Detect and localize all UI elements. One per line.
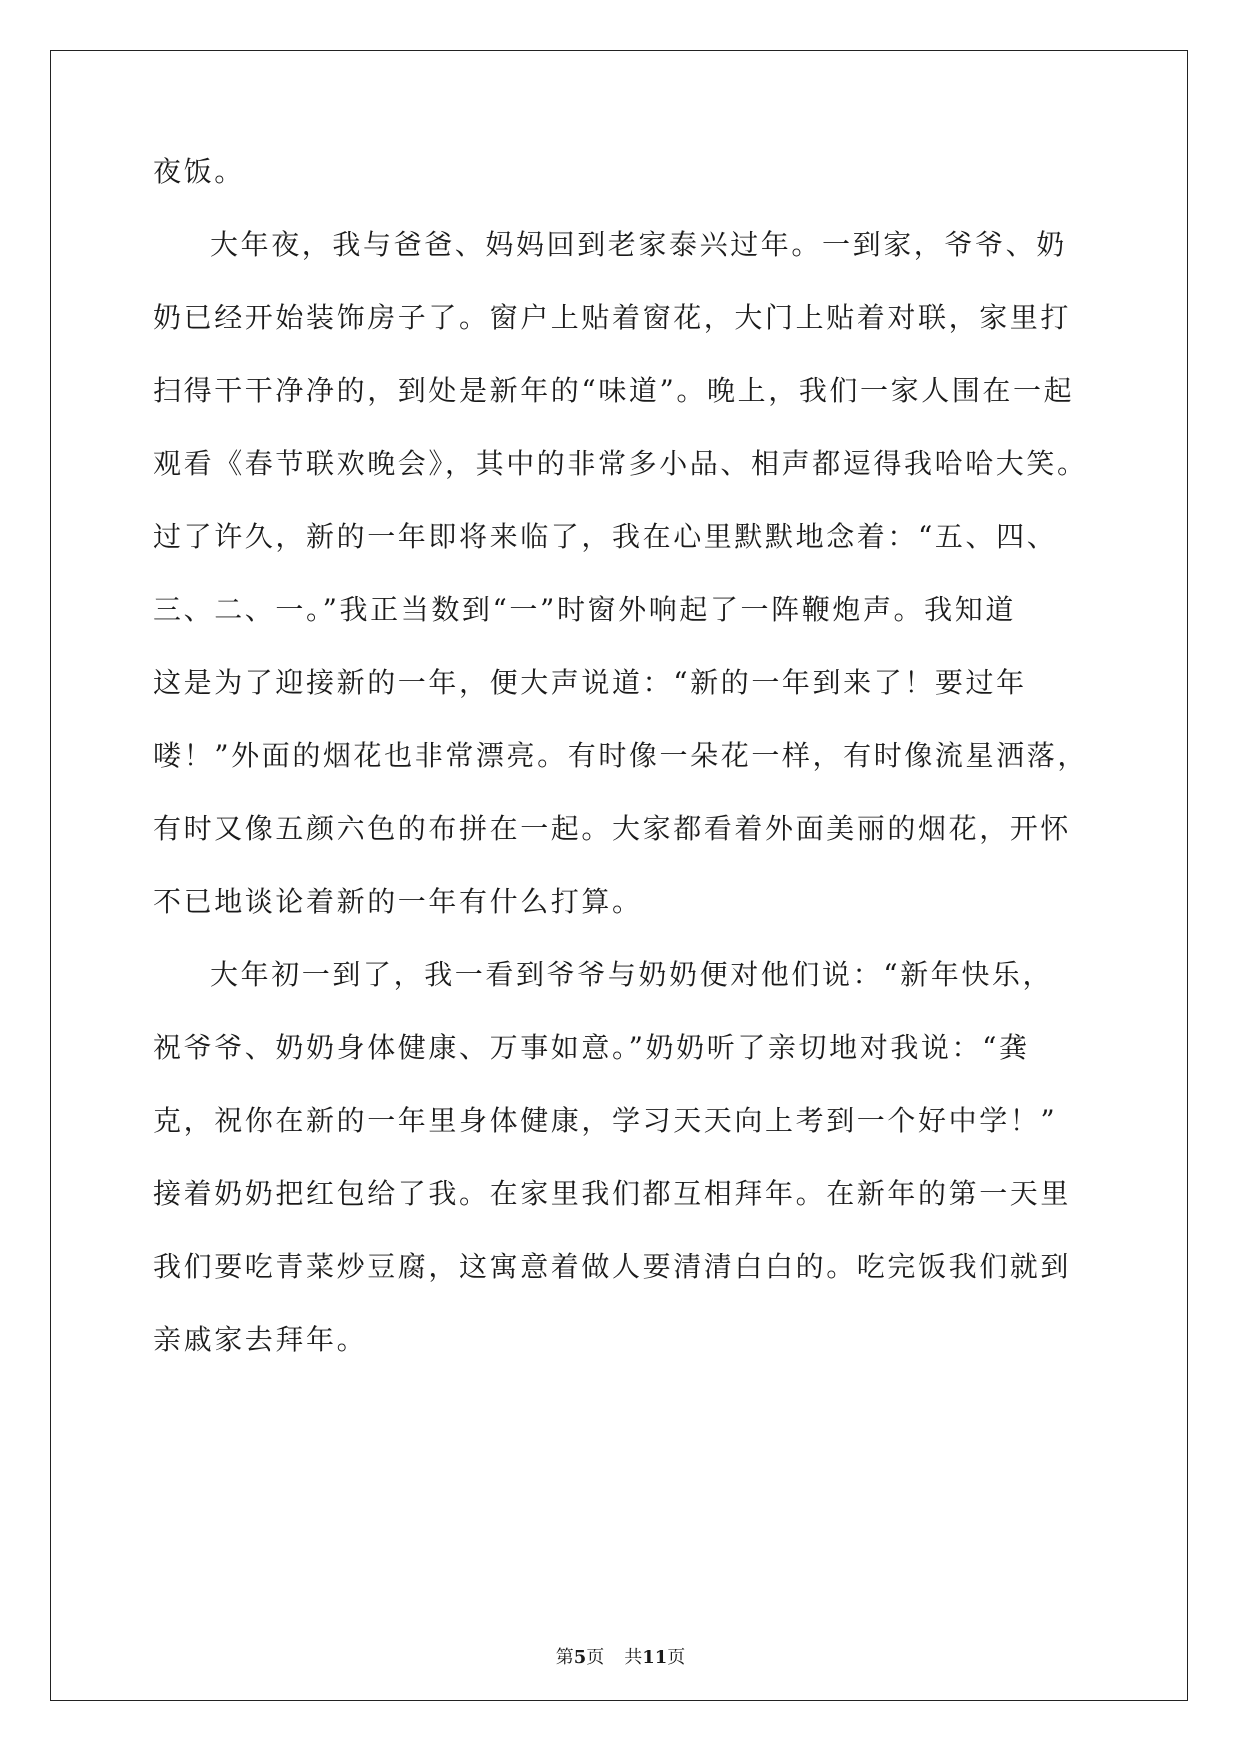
page-prefix: 第	[555, 1647, 574, 1668]
text-line: 夜饭。	[153, 155, 245, 188]
paragraph-start-line: 大年初一到了，我一看到爷爷与奶奶便对他们说：“新年快乐，	[210, 958, 1054, 991]
text-line: 喽！”外面的烟花也非常漂亮。有时像一朵花一样，有时像流星洒落，	[153, 739, 1088, 772]
text-line: 祝爷爷、奶奶身体健康、万事如意。”奶奶听了亲切地对我说：“龚	[153, 1031, 1030, 1064]
text-line: 有时又像五颜六色的布拼在一起。大家都看着外面美丽的烟花，开怀	[153, 812, 1072, 845]
page-suffix: 页	[586, 1647, 605, 1668]
text-line: 亲戚家去拜年。	[153, 1323, 368, 1356]
text-line: 接着奶奶把红包给了我。在家里我们都互相拜年。在新年的第一天里	[153, 1177, 1072, 1210]
total-prefix: 共	[624, 1647, 643, 1668]
text-line: 扫得干干净净的，到处是新年的“味道”。晚上，我们一家人围在一起	[153, 374, 1075, 407]
text-line: 克，祝你在新的一年里身体健康，学习天天向上考到一个好中学！”	[153, 1104, 1058, 1137]
page-footer	[0, 1646, 1241, 1670]
text-line: 过了许久，新的一年即将来临了，我在心里默默地念着：“五、四、	[153, 520, 1058, 553]
text-line: 我们要吃青菜炒豆腐，这寓意着做人要清清白白的。吃完饭我们就到	[153, 1250, 1072, 1283]
text-line: 不已地谈论着新的一年有什么打算。	[153, 885, 643, 918]
text-line: 观看《春节联欢晚会》，其中的非常多小品、相声都逗得我哈哈大笑。	[153, 447, 1088, 480]
page-number: 5	[573, 1647, 587, 1668]
paragraph-start-line: 大年夜，我与爸爸、妈妈回到老家泰兴过年。一到家，爷爷、奶	[210, 228, 1067, 261]
text-line: 这是为了迎接新的一年，便大声说道：“新的一年到来了！要过年	[153, 666, 1027, 699]
total-suffix: 页	[667, 1647, 686, 1668]
total-pages: 11	[642, 1647, 668, 1668]
text-line: 奶已经开始装饰房子了。窗户上贴着窗花，大门上贴着对联，家里打	[153, 301, 1072, 334]
text-line: 三、二、一。”我正当数到“一”时窗外响起了一阵鞭炮声。我知道	[153, 593, 1016, 626]
